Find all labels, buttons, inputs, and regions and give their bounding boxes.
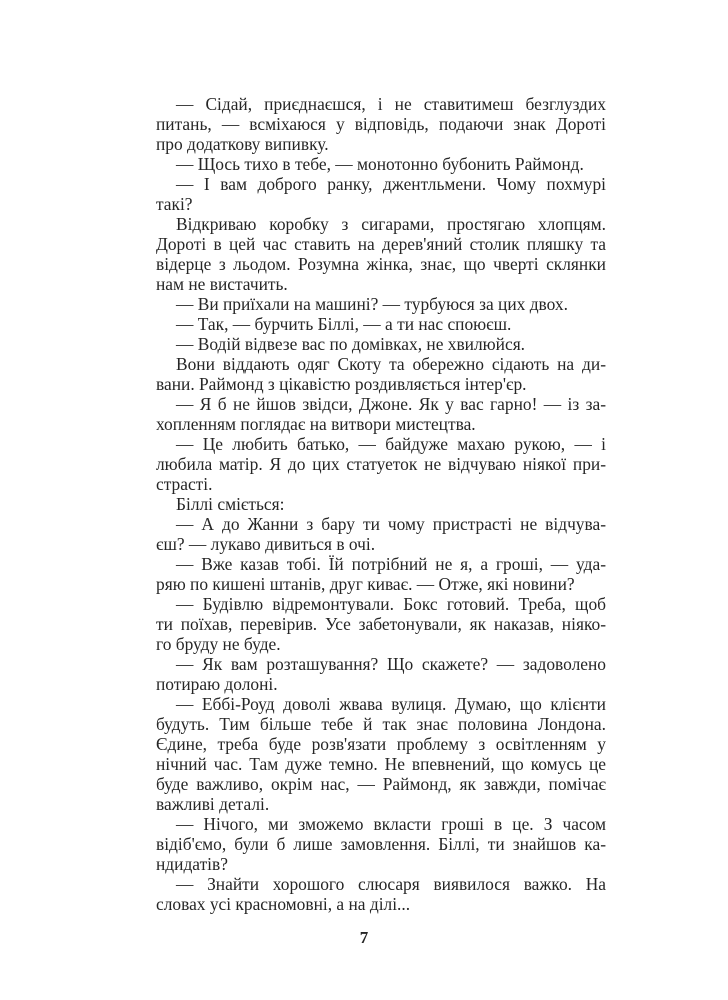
text-line: важливі деталі. xyxy=(156,794,270,814)
text-line: єш? — лукаво дивиться в очі. xyxy=(156,534,376,554)
text-line: ряю по кишені штанів, друг киває. — Отже, які новини? xyxy=(156,574,575,594)
text-line: — Щось тихо в тебе, — монотонно бубонить Раймонд. xyxy=(176,154,584,174)
text-line: — Будівлю відремонтували. Бокс готовий. Треба, щоб xyxy=(176,594,606,614)
text-line: словах усі красномовні, а на ділі... xyxy=(156,894,411,914)
text-line: — Так, — бурчить Біллі, — а ти нас споюєш. xyxy=(176,314,512,334)
text-line: відіб'ємо, були б лише замовлення. Біллі, ти знайшов ка- xyxy=(156,834,606,854)
text-line: Єдине, треба буде розв'язати проблему з освітленням у xyxy=(156,734,606,754)
text-line: такі? xyxy=(156,194,193,214)
page-number: 7 xyxy=(359,928,369,947)
text-line: страсті. xyxy=(156,474,213,494)
body-text xyxy=(156,94,606,914)
text-line: ти поїхав, перевірив. Усе забетонували, як наказав, ніяко- xyxy=(156,614,606,634)
text-line: Біллі сміється: xyxy=(176,494,285,514)
text-line: — Ви приїхали на машині? — турбуюся за цих двох. xyxy=(176,294,568,314)
text-line: відерце з льодом. Розумна жінка, знає, що чверті склянки xyxy=(156,254,606,274)
text-line: Дороті в цей час ставить на дерев'яний столик пляшку та xyxy=(156,234,606,254)
text-line: ндидатів? xyxy=(156,854,228,874)
text-line: — Сідай, приєднаєшся, і не ставитимеш безглуздих xyxy=(176,94,606,114)
text-line: — І вам доброго ранку, джентльмени. Чому похмурі xyxy=(176,174,606,194)
text-line: вани. Раймонд з цікавістю роздивляється інтер'єр. xyxy=(156,374,527,394)
text-line: — Вже казав тобі. Їй потрібний не я, а гроші, — уда- xyxy=(176,554,606,574)
text-line: про додаткову випивку. xyxy=(156,134,329,154)
text-line: го бруду не буде. xyxy=(156,634,281,654)
text-line: — Еббі-Роуд доволі жвава вулиця. Думаю, що клієнти xyxy=(176,694,606,714)
text-line: — Це любить батько, — байдуже махаю рукою, — і xyxy=(176,434,606,454)
text-line: — Водій відвезе вас по домівках, не хвилюйся. xyxy=(176,334,526,354)
text-line: потираю долоні. xyxy=(156,674,278,694)
text-line: хопленням поглядає на витвори мистецтва. xyxy=(156,414,476,434)
text-line: любила матір. Я до цих статуеток не відчуваю ніякої при- xyxy=(156,454,606,474)
text-line: — Як вам розташування? Що скажете? — задоволено xyxy=(176,654,606,674)
text-line: буде важливо, окрім нас, — Раймонд, як завжди, помічає xyxy=(156,774,606,794)
text-line: — Нічого, ми зможемо вкласти гроші в це. З часом xyxy=(176,814,606,834)
text-line: — А до Жанни з бару ти чому пристрасті не відчува- xyxy=(176,514,606,534)
text-line: нам не вистачить. xyxy=(156,274,288,294)
text-line: питань, — всміхаюся у відповідь, подаючи знак Дороті xyxy=(156,114,606,134)
text-line: Відкриваю коробку з сигарами, простягаю хлопцям. xyxy=(176,214,606,234)
text-line: нічний час. Там дуже темно. Не впевнений, що комусь це xyxy=(156,754,606,774)
text-line: будуть. Тим більше тебе й так знає половина Лондона. xyxy=(156,714,606,734)
text-line: — Знайти хорошого слюсаря виявилося важко. На xyxy=(176,874,606,894)
text-line: Вони віддають одяг Скоту та обережно сідають на ди- xyxy=(176,354,606,374)
text-line: — Я б не йшов звідси, Джоне. Як у вас гарно! — із за- xyxy=(176,394,606,414)
